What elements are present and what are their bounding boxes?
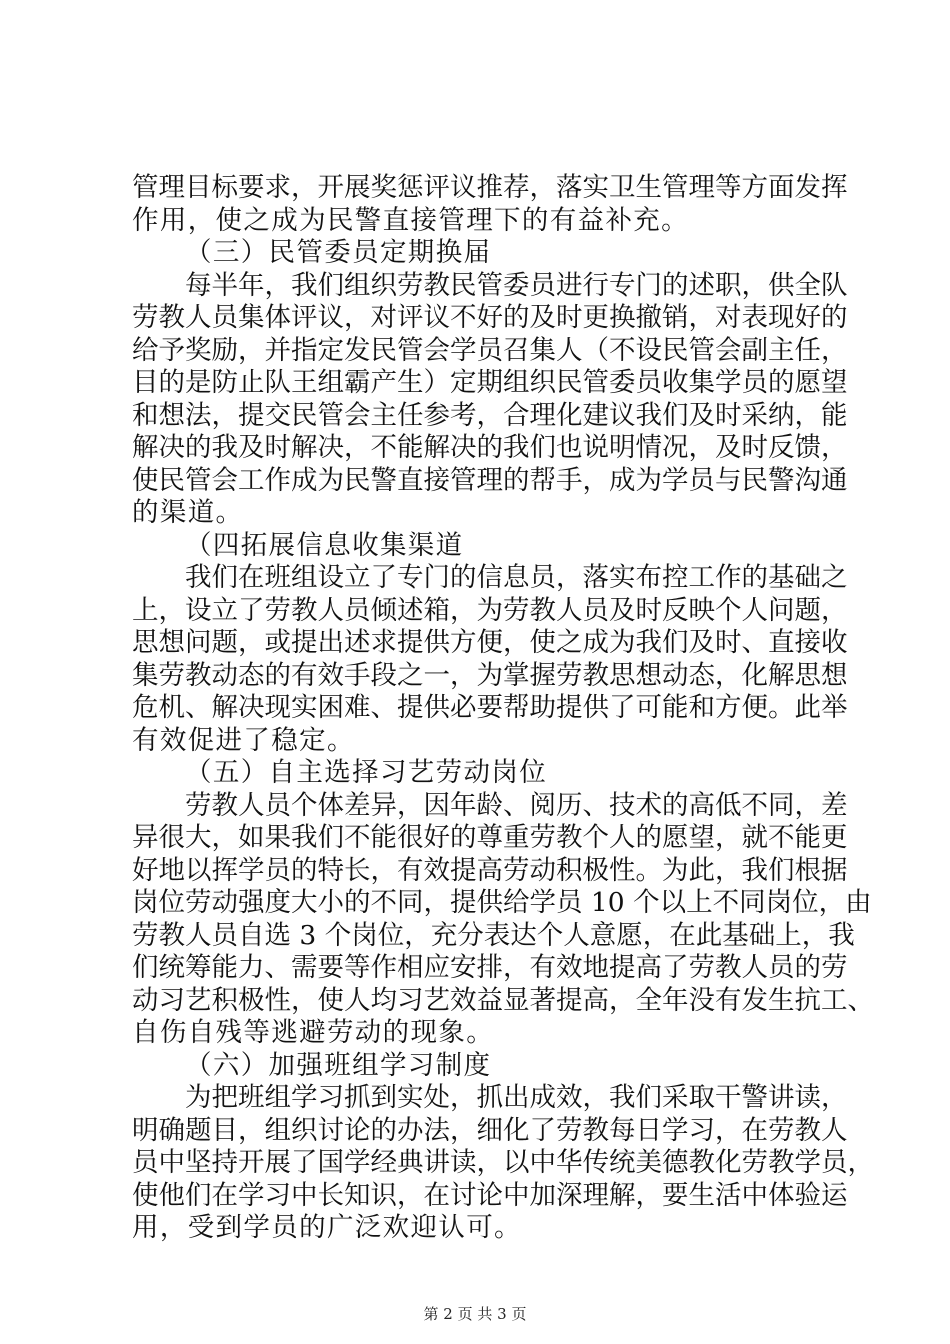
document-body (132, 172, 874, 1245)
text-line: （六）加强班组学习制度 (185, 1049, 492, 1081)
text-line: 使他们在学习中长知识，在讨论中加深理解，要生活中体验运 (132, 1179, 848, 1211)
text-line: 有效促进了稳定。 (132, 724, 355, 756)
text-line: 每半年，我们组织劳教民管委员进行专门的述职，供全队 (185, 269, 848, 301)
text-line: 管理目标要求，开展奖惩评议推荐，落实卫生管理等方面发挥 (132, 172, 848, 203)
text-line: 思想问题，或提出述求提供方便，使之成为我们及时、直接收 (132, 627, 848, 658)
text-line: 危机、解决现实困难、提供必要帮助提供了可能和方便。此举 (132, 692, 848, 723)
text-line: （五）自主选择习艺劳动岗位 (185, 757, 548, 788)
text-line: （四拓展信息收集渠道 (185, 529, 464, 561)
text-line: 好地以挥学员的特长，有效提高劳动积极性。为此，我们根据 (132, 854, 848, 886)
text-line: 岗位劳动强度大小的不同，提供给学员 10 个以上不同岗位，由 (132, 887, 872, 918)
text-line: 劳教人员集体评议，对评议不好的及时更换撤销，对表现好的 (132, 302, 848, 333)
text-line: 动习艺积极性，使人均习艺效益显著提高，全年没有发生抗工、 (132, 984, 874, 1016)
text-line: 劳教人员个体差异，因年龄、阅历、技术的高低不同，差 (185, 789, 848, 821)
text-line: 和想法，提交民管会主任参考，合理化建议我们及时采纳，能 (132, 399, 848, 431)
text-line: 解决的我及时解决，不能解决的我们也说明情况，及时反馈， (132, 432, 848, 463)
text-line: 劳教人员自选 3 个岗位，充分表达个人意愿，在此基础上，我 (132, 919, 855, 951)
text-line: 们统筹能力、需要等作相应安排，有效地提高了劳教人员的劳 (132, 952, 848, 983)
text-line: 自伤自残等逃避劳动的现象。 (132, 1017, 495, 1048)
text-line: 作用，使之成为民警直接管理下的有益补充。 (132, 204, 689, 236)
text-line: 用，受到学员的广泛欢迎认可。 (132, 1212, 522, 1243)
text-line: 员中坚持开展了国学经典讲读，以中华传统美德教化劳教学员， (132, 1147, 874, 1178)
text-line: 目的是防止队王组霸产生）定期组织民管委员收集学员的愿望 (132, 367, 848, 398)
text-line: 给予奖励，并指定发民管会学员召集人（不设民管会副主任， (132, 334, 848, 366)
text-line: 我们在班组设立了专门的信息员，落实布控工作的基础之 (185, 562, 848, 593)
text-line: （三）民管委员定期换届 (185, 237, 492, 268)
text-line: 的渠道。 (132, 497, 244, 528)
text-line: 集劳教动态的有效手段之一，为掌握劳教思想动态，化解思想 (132, 659, 848, 691)
text-line: 异很大，如果我们不能很好的尊重劳教个人的愿望，就不能更 (132, 822, 848, 853)
text-line: 上，设立了劳教人员倾述箱，为劳教人员及时反映个人问题， (132, 594, 848, 626)
text-line: 使民管会工作成为民警直接管理的帮手，成为学员与民警沟通 (132, 464, 848, 496)
page-footer: 第 2 页 共 3 页 (423, 1305, 527, 1323)
text-line: 明确题目，组织讨论的办法，细化了劳教每日学习，在劳教人 (132, 1114, 848, 1146)
text-line: 为把班组学习抓到实处，抓出成效，我们采取干警讲读， (185, 1082, 848, 1113)
